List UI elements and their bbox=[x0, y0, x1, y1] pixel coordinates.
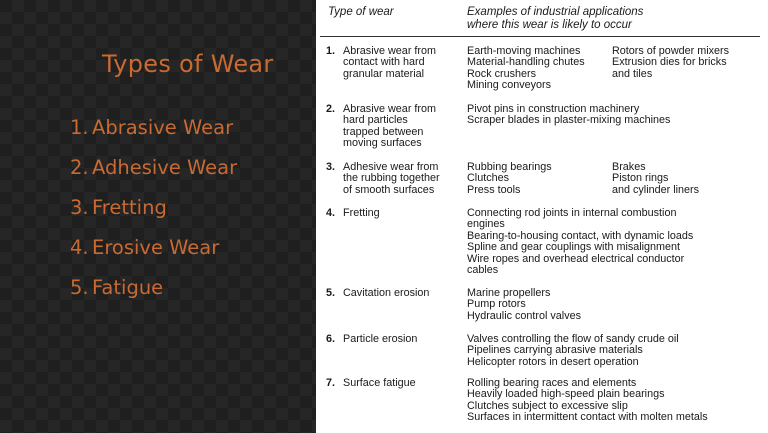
list-item bbox=[70, 274, 237, 314]
table-header-type: Type of wear bbox=[328, 6, 394, 18]
example-col-1-line: Scraper blades in plaster-mixing machines bbox=[467, 114, 671, 127]
wear-type-line: moving surfaces bbox=[343, 137, 422, 150]
wear-type bbox=[343, 46, 463, 80]
example-col-1 bbox=[467, 334, 762, 368]
wear-type bbox=[343, 104, 463, 150]
example-col-1-line: Material-handling chutes bbox=[467, 56, 585, 69]
example-col-1-line: Rolling bearing races and elements bbox=[467, 377, 637, 389]
example-col-1-line: cables bbox=[467, 264, 499, 277]
example-col-1-line: Pipelines carrying abrasive materials bbox=[467, 344, 643, 357]
example-col-1-line: Clutches bbox=[467, 172, 510, 185]
example-col-2 bbox=[612, 46, 762, 80]
table-header-examples-line: Examples of industrial applications bbox=[467, 6, 644, 18]
example-col-1-line: Pivot pins in construction machinery bbox=[467, 103, 640, 115]
example-col-1-line: Connecting rod joints in internal combustion bbox=[467, 207, 677, 219]
table-header-examples bbox=[467, 6, 643, 32]
list-item-number: 1. bbox=[70, 116, 89, 139]
list-item bbox=[70, 194, 237, 234]
wear-type bbox=[343, 378, 463, 389]
wear-type-line: Abrasive wear from bbox=[343, 45, 437, 57]
row-number: 3. bbox=[326, 161, 336, 173]
wear-type-line: trapped between bbox=[343, 125, 424, 138]
wear-type bbox=[343, 162, 463, 196]
wear-type bbox=[343, 288, 463, 299]
list-item-label: Adhesive Wear bbox=[92, 156, 238, 179]
list-item-number: 4. bbox=[70, 236, 89, 259]
list-item bbox=[70, 234, 237, 274]
example-col-1-line: Press tools bbox=[467, 183, 521, 196]
example-col-1-line: Heavily loaded high-speed plain bearings bbox=[467, 388, 665, 401]
example-col-1 bbox=[467, 378, 762, 424]
example-col-1-line: engines bbox=[467, 218, 505, 231]
example-col-2-line: Extrusion dies for bricks bbox=[612, 56, 727, 69]
list-item-number: 5. bbox=[70, 276, 89, 299]
example-col-1-line: Bearing-to-housing contact, with dynamic loads bbox=[467, 229, 694, 242]
example-col-1-line: Pump rotors bbox=[467, 298, 526, 311]
list-item bbox=[70, 114, 237, 154]
wear-type-line: of smooth surfaces bbox=[343, 183, 435, 196]
example-col-1-line: Rock crushers bbox=[467, 67, 536, 80]
row-number: 6. bbox=[326, 333, 336, 345]
row-number: 5. bbox=[326, 287, 336, 299]
example-col-1-line: Helicopter rotors in desert operation bbox=[467, 355, 639, 368]
example-col-1-line: Rubbing bearings bbox=[467, 161, 552, 173]
wear-type-line: hard particles bbox=[343, 114, 408, 127]
wear-type-line: Fretting bbox=[343, 207, 380, 219]
wear-type-line: Particle erosion bbox=[343, 333, 418, 345]
list-item-number: 3. bbox=[70, 196, 89, 219]
list-item-label: Fatigue bbox=[92, 276, 164, 299]
example-col-2-line: and cylinder liners bbox=[612, 183, 700, 196]
example-col-1-line: Surfaces in intermittent contact with molten metals bbox=[467, 411, 708, 424]
example-col-1-line: Valves controlling the flow of sandy crude oil bbox=[467, 333, 679, 345]
wear-type-line: Abrasive wear from bbox=[343, 103, 437, 115]
example-col-1-line: Clutches subject to excessive slip bbox=[467, 399, 628, 412]
example-col-1-line: Earth-moving machines bbox=[467, 45, 581, 57]
example-col-1 bbox=[467, 288, 762, 322]
slide-title: Types of Wear bbox=[102, 50, 274, 78]
list-item bbox=[70, 154, 237, 194]
wear-types-list bbox=[70, 114, 237, 314]
list-item-number: 2. bbox=[70, 156, 89, 179]
list-item-label: Fretting bbox=[92, 196, 167, 219]
wear-type-line: granular material bbox=[343, 67, 425, 80]
wear-type-line: contact with hard bbox=[343, 56, 425, 69]
row-number: 2. bbox=[326, 103, 336, 115]
table-header-divider bbox=[320, 36, 760, 37]
example-col-1-line: Hydraulic control valves bbox=[467, 309, 582, 322]
wear-type bbox=[343, 334, 463, 345]
list-item-label: Abrasive Wear bbox=[92, 116, 234, 139]
example-col-1-line: Mining conveyors bbox=[467, 79, 552, 92]
wear-type bbox=[343, 208, 463, 219]
wear-type-line: the rubbing together bbox=[343, 172, 440, 185]
example-col-1 bbox=[467, 208, 762, 276]
wear-type-line: Surface fatigue bbox=[343, 377, 416, 389]
example-col-1-line: Wire ropes and overhead electrical conductor bbox=[467, 252, 685, 265]
row-number: 4. bbox=[326, 207, 336, 219]
example-col-2 bbox=[612, 162, 762, 196]
example-col-2-line: Piston rings bbox=[612, 172, 669, 185]
wear-type-line: Adhesive wear from bbox=[343, 161, 439, 173]
example-col-2-line: and tiles bbox=[612, 67, 653, 80]
example-col-1 bbox=[467, 104, 762, 127]
example-col-2-line: Brakes bbox=[612, 161, 646, 173]
list-item-label: Erosive Wear bbox=[92, 236, 220, 259]
table-header-examples-line: where this wear is likely to occur bbox=[467, 19, 632, 31]
row-number: 7. bbox=[326, 377, 336, 389]
wear-table-image bbox=[316, 0, 768, 433]
example-col-2-line: Rotors of powder mixers bbox=[612, 45, 730, 57]
example-col-1-line: Spline and gear couplings with misalignment bbox=[467, 241, 681, 254]
example-col-1-line: Marine propellers bbox=[467, 287, 551, 299]
row-number: 1. bbox=[326, 45, 336, 57]
wear-type-line: Cavitation erosion bbox=[343, 287, 430, 299]
